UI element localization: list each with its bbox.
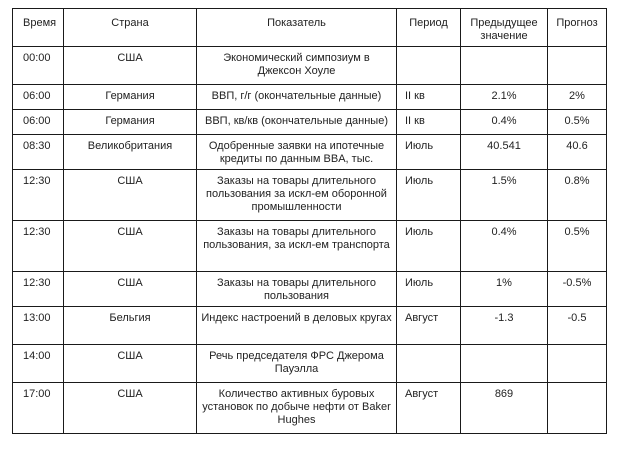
cell-country: Бельгия: [64, 307, 197, 345]
header-previous: Предыдущее значение: [461, 9, 548, 47]
cell-forecast: 0.5%: [548, 110, 607, 135]
table-row: [13, 47, 607, 85]
cell-indicator: ВВП, кв/кв (окончательные данные): [197, 110, 397, 135]
cell-time: 12:30: [13, 221, 64, 272]
header-country: Страна: [64, 9, 197, 47]
table-row: [13, 345, 607, 383]
table-row: [13, 221, 607, 272]
cell-country: США: [64, 170, 197, 221]
cell-country: США: [64, 272, 197, 307]
economic-calendar-table: [12, 8, 607, 434]
header-time: Время: [13, 9, 64, 47]
cell-period: [397, 47, 461, 85]
header-forecast: Прогноз: [548, 9, 607, 47]
cell-country: США: [64, 221, 197, 272]
cell-country: Германия: [64, 85, 197, 110]
cell-indicator: Заказы на товары длительного пользования за искл-ем оборонной промышленности: [197, 170, 397, 221]
cell-forecast: -0.5: [548, 307, 607, 345]
cell-country: США: [64, 345, 197, 383]
cell-country: Великобритания: [64, 135, 197, 170]
cell-country: США: [64, 383, 197, 434]
cell-country: Германия: [64, 110, 197, 135]
cell-time: 13:00: [13, 307, 64, 345]
cell-indicator: Индекс настроений в деловых кругах: [197, 307, 397, 345]
cell-indicator: Заказы на товары длительного пользования, за искл-ем транспорта: [197, 221, 397, 272]
cell-time: 08:30: [13, 135, 64, 170]
table-row: [13, 272, 607, 307]
cell-previous: 40.541: [461, 135, 548, 170]
cell-previous: 0.4%: [461, 110, 548, 135]
cell-previous: [461, 47, 548, 85]
cell-forecast: 40.6: [548, 135, 607, 170]
cell-period: Август: [397, 383, 461, 434]
cell-forecast: [548, 345, 607, 383]
table-row: [13, 85, 607, 110]
table-row: [13, 170, 607, 221]
cell-period: Июль: [397, 221, 461, 272]
cell-previous: [461, 345, 548, 383]
cell-period: Июль: [397, 272, 461, 307]
cell-previous: 869: [461, 383, 548, 434]
header-indicator: Показатель: [197, 9, 397, 47]
cell-forecast: 0.8%: [548, 170, 607, 221]
cell-period: II кв: [397, 85, 461, 110]
table-row: [13, 135, 607, 170]
header-row: [13, 9, 607, 47]
cell-forecast: 0.5%: [548, 221, 607, 272]
cell-previous: 0.4%: [461, 221, 548, 272]
cell-time: 14:00: [13, 345, 64, 383]
cell-forecast: -0.5%: [548, 272, 607, 307]
header-period: Период: [397, 9, 461, 47]
cell-time: 12:30: [13, 170, 64, 221]
cell-period: Август: [397, 307, 461, 345]
cell-period: II кв: [397, 110, 461, 135]
cell-forecast: [548, 47, 607, 85]
cell-previous: 1%: [461, 272, 548, 307]
cell-previous: 2.1%: [461, 85, 548, 110]
cell-indicator: Экономический симпозиум в Джексон Хоуле: [197, 47, 397, 85]
cell-indicator: Речь председателя ФРС Джерома Пауэлла: [197, 345, 397, 383]
cell-indicator: ВВП, г/г (окончательные данные): [197, 85, 397, 110]
cell-time: 06:00: [13, 85, 64, 110]
cell-period: Июль: [397, 170, 461, 221]
cell-indicator: Одобренные заявки на ипотечные кредиты по данным BBA, тыс.: [197, 135, 397, 170]
cell-period: Июль: [397, 135, 461, 170]
cell-previous: -1.3: [461, 307, 548, 345]
cell-time: 06:00: [13, 110, 64, 135]
cell-indicator: Количество активных буровых установок по добыче нефти от Baker Hughes: [197, 383, 397, 434]
cell-indicator: Заказы на товары длительного пользования: [197, 272, 397, 307]
cell-period: [397, 345, 461, 383]
cell-forecast: 2%: [548, 85, 607, 110]
cell-time: 17:00: [13, 383, 64, 434]
table-body: [13, 47, 607, 434]
cell-forecast: [548, 383, 607, 434]
cell-time: 00:00: [13, 47, 64, 85]
cell-time: 12:30: [13, 272, 64, 307]
table-row: [13, 383, 607, 434]
table-row: [13, 307, 607, 345]
table-row: [13, 110, 607, 135]
cell-country: США: [64, 47, 197, 85]
cell-previous: 1.5%: [461, 170, 548, 221]
